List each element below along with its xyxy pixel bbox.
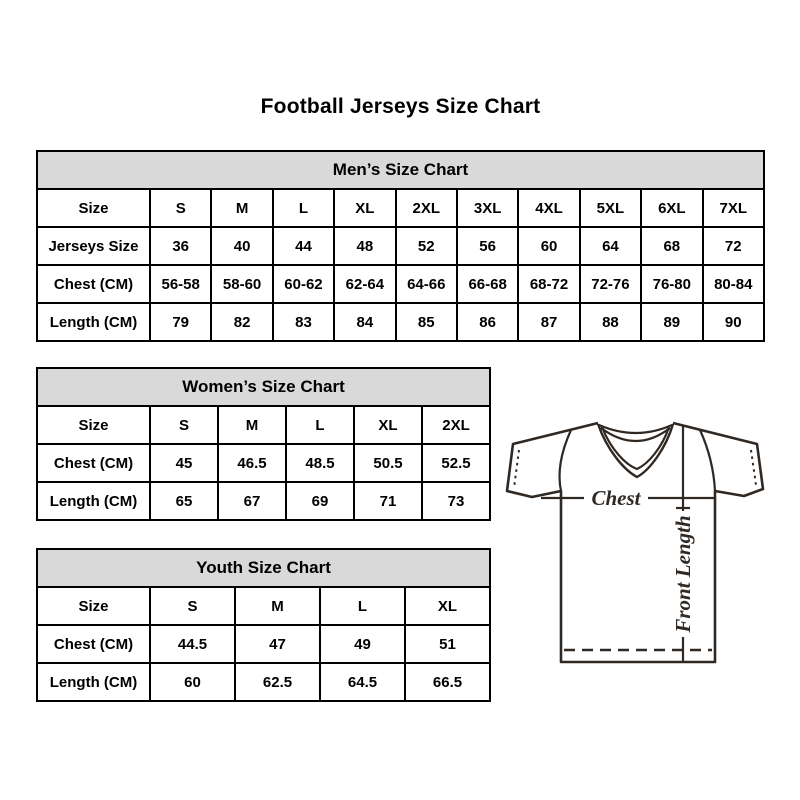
row-label: Length (CM) xyxy=(37,303,150,341)
size-value-cell: 40 xyxy=(211,227,272,265)
table-title: Men’s Size Chart xyxy=(37,151,764,189)
size-value-cell: L xyxy=(286,406,354,444)
size-value-cell: 58-60 xyxy=(211,265,272,303)
size-value-cell: 66.5 xyxy=(405,663,490,701)
size-value-cell: 2XL xyxy=(422,406,490,444)
size-value-cell: 52 xyxy=(396,227,457,265)
size-value-cell: 50.5 xyxy=(354,444,422,482)
size-value-cell: 36 xyxy=(150,227,211,265)
right-armhole-seam xyxy=(700,430,715,491)
size-value-cell: 83 xyxy=(273,303,334,341)
size-value-cell: 51 xyxy=(405,625,490,663)
page-title: Football Jerseys Size Chart xyxy=(260,95,541,118)
size-value-cell: M xyxy=(211,189,272,227)
size-value-cell: 44 xyxy=(273,227,334,265)
size-value-cell: 6XL xyxy=(641,189,702,227)
size-value-cell: 69 xyxy=(286,482,354,520)
collar-back-arc-outer xyxy=(599,425,672,433)
size-value-cell: 48.5 xyxy=(286,444,354,482)
row-label: Size xyxy=(37,406,150,444)
size-value-cell: XL xyxy=(354,406,422,444)
size-value-cell: 52.5 xyxy=(422,444,490,482)
size-value-cell: 60 xyxy=(518,227,579,265)
size-value-cell: 85 xyxy=(396,303,457,341)
size-value-cell: 71 xyxy=(354,482,422,520)
size-value-cell: 88 xyxy=(580,303,641,341)
size-value-cell: 56 xyxy=(457,227,518,265)
size-value-cell: 44.5 xyxy=(150,625,235,663)
size-value-cell: L xyxy=(320,587,405,625)
size-value-cell: 4XL xyxy=(518,189,579,227)
size-value-cell: M xyxy=(235,587,320,625)
size-value-cell: S xyxy=(150,406,218,444)
size-value-cell: M xyxy=(218,406,286,444)
row-label: Chest (CM) xyxy=(37,265,150,303)
size-value-cell: 72-76 xyxy=(580,265,641,303)
size-value-cell: 72 xyxy=(703,227,764,265)
size-value-cell: 64 xyxy=(580,227,641,265)
size-value-cell: 60 xyxy=(150,663,235,701)
size-value-cell: 60-62 xyxy=(273,265,334,303)
size-value-cell: XL xyxy=(405,587,490,625)
row-label: Length (CM) xyxy=(37,482,150,520)
size-value-cell: 47 xyxy=(235,625,320,663)
size-value-cell: S xyxy=(150,587,235,625)
size-value-cell: 3XL xyxy=(457,189,518,227)
size-value-cell: 66-68 xyxy=(457,265,518,303)
row-label: Chest (CM) xyxy=(37,625,150,663)
size-value-cell: 67 xyxy=(218,482,286,520)
size-value-cell: 68-72 xyxy=(518,265,579,303)
size-value-cell: 46.5 xyxy=(218,444,286,482)
size-value-cell: 45 xyxy=(150,444,218,482)
left-armhole-seam xyxy=(559,430,571,491)
jersey-outline xyxy=(507,423,763,662)
size-value-cell: 68 xyxy=(641,227,702,265)
row-label: Chest (CM) xyxy=(37,444,150,482)
size-value-cell: S xyxy=(150,189,211,227)
table-title: Women’s Size Chart xyxy=(37,368,490,406)
size-value-cell: 48 xyxy=(334,227,395,265)
size-value-cell: 76-80 xyxy=(641,265,702,303)
size-value-cell: 73 xyxy=(422,482,490,520)
row-label: Length (CM) xyxy=(37,663,150,701)
size-value-cell: 7XL xyxy=(703,189,764,227)
size-value-cell: 80-84 xyxy=(703,265,764,303)
size-value-cell: 56-58 xyxy=(150,265,211,303)
size-value-cell: 87 xyxy=(518,303,579,341)
size-value-cell: 62.5 xyxy=(235,663,320,701)
row-label: Size xyxy=(37,587,150,625)
right-sleeve-stitch-line xyxy=(751,450,756,485)
row-label: Jerseys Size xyxy=(37,227,150,265)
row-label: Size xyxy=(37,189,150,227)
size-value-cell: 84 xyxy=(334,303,395,341)
size-value-cell: 90 xyxy=(703,303,764,341)
size-value-cell: 79 xyxy=(150,303,211,341)
table-title: Youth Size Chart xyxy=(37,549,490,587)
size-value-cell: 89 xyxy=(641,303,702,341)
front-length-label: Front Length xyxy=(671,515,695,633)
chest-label: Chest xyxy=(591,486,641,510)
size-value-cell: L xyxy=(273,189,334,227)
v-neck-collar xyxy=(598,424,673,477)
size-value-cell: 86 xyxy=(457,303,518,341)
size-value-cell: 64-66 xyxy=(396,265,457,303)
size-value-cell: 5XL xyxy=(580,189,641,227)
size-value-cell: 2XL xyxy=(396,189,457,227)
size-value-cell: 64.5 xyxy=(320,663,405,701)
size-value-cell: XL xyxy=(334,189,395,227)
left-sleeve-stitch-line xyxy=(514,450,519,488)
size-value-cell: 82 xyxy=(211,303,272,341)
size-value-cell: 65 xyxy=(150,482,218,520)
size-value-cell: 62-64 xyxy=(334,265,395,303)
size-value-cell: 49 xyxy=(320,625,405,663)
